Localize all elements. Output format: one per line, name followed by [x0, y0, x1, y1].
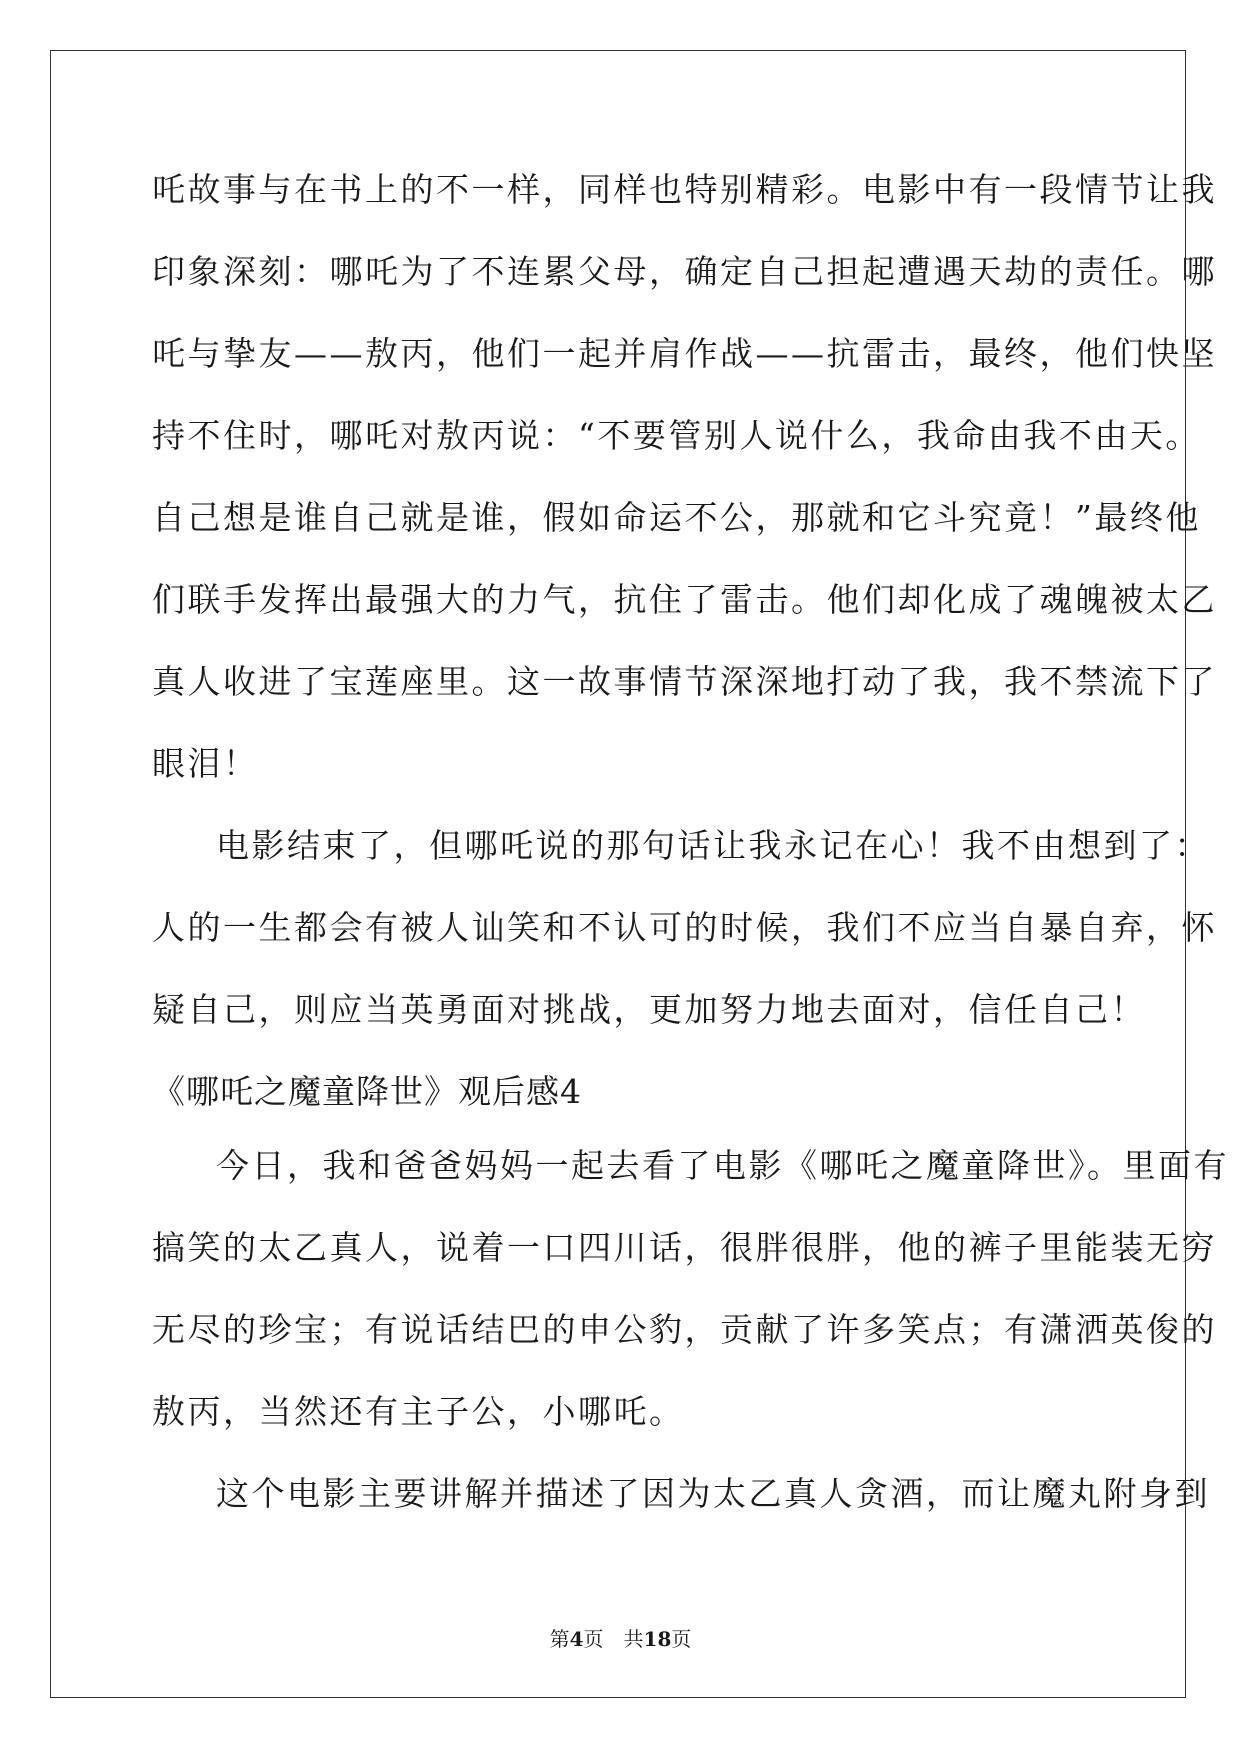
text-line: 敖丙，当然还有主子公，小哪吒。: [152, 1392, 685, 1431]
text-line: 吒与挚友——敖丙，他们一起并肩作战——抗雷击，最终，他们快坚: [152, 334, 1217, 373]
paragraph-start-line: 今日，我和爸爸妈妈一起去看了电影《哪吒之魔童降世》。里面有: [216, 1146, 1229, 1185]
document-body: [152, 160, 1229, 1546]
text-line: 真人收进了宝莲座里。这一故事情节深深地打动了我，我不禁流下了: [152, 662, 1217, 701]
total-prefix: 共: [623, 1627, 644, 1651]
text-line: 们联手发挥出最强大的力气，抗住了雷击。他们却化成了魂魄被太乙: [152, 580, 1217, 619]
section-heading: 《哪吒之魔童降世》观后感4: [152, 1072, 582, 1111]
page-number: 4: [569, 1627, 584, 1651]
text-line: 吒故事与在书上的不一样，同样也特别精彩。电影中有一段情节让我: [152, 170, 1217, 209]
total-pages: 18: [643, 1627, 672, 1651]
text-line: 印象深刻：哪吒为了不连累父母，确定自己担起遭遇天劫的责任。哪: [152, 252, 1217, 291]
paragraph-start-line: 这个电影主要讲解并描述了因为太乙真人贪酒，而让魔丸附身到: [216, 1474, 1210, 1513]
text-line: 搞笑的太乙真人，说着一口四川话，很胖很胖，他的裤子里能装无穷: [152, 1228, 1217, 1267]
page-suffix: 页: [583, 1627, 604, 1651]
text-line: 疑自己，则应当英勇面对挑战，更加努力地去面对，信任自己！: [152, 990, 1146, 1029]
page-footer: [0, 1625, 1241, 1653]
text-line: 自己想是谁自己就是谁，假如命运不公，那就和它斗究竟！”最终他: [152, 498, 1201, 537]
text-line: 眼泪！: [152, 744, 259, 783]
page-prefix: 第: [549, 1627, 570, 1651]
text-line: 无尽的珍宝；有说话结巴的申公豹，贡献了许多笑点；有潇洒英俊的: [152, 1310, 1217, 1349]
paragraph-start-line: 电影结束了，但哪吒说的那句话让我永记在心！我不由想到了：: [216, 826, 1210, 865]
text-line: 持不住时，哪吒对敖丙说：“不要管别人说什么，我命由我不由天。: [152, 416, 1201, 455]
total-suffix: 页: [671, 1627, 692, 1651]
text-line: 人的一生都会有被人讪笑和不认可的时候，我们不应当自暴自弃，怀: [152, 908, 1217, 947]
